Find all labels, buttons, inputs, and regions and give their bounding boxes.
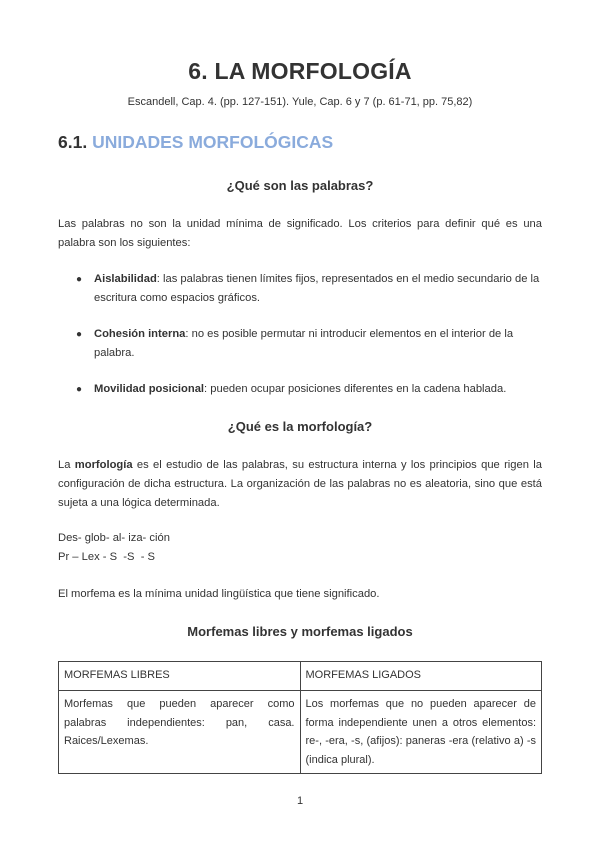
paragraph-term: morfología — [74, 459, 133, 471]
example-labels: Pr – Lex - S -S - S — [58, 551, 155, 563]
section-number: 6.1. — [58, 132, 88, 152]
bullet-dot-icon: ● — [76, 274, 83, 285]
morfema-definition: El morfema es la mínima unidad lingüística que tiene significado. — [58, 588, 380, 600]
intro-paragraph: Las palabras no son la unidad mínima de significado. Los criterios para definir qué es una palabra son los siguientes: — [58, 218, 542, 249]
bullet-term: Aislabilidad — [94, 273, 157, 285]
table-header-row — [59, 662, 542, 691]
bullet-text: : las palabras tienen límites fijos, representados en el medio secundario de la escritura como espacios gráficos. — [94, 273, 540, 304]
morfemas-table — [58, 661, 542, 774]
question-heading-palabras: ¿Qué son las palabras? — [226, 178, 374, 193]
morfologia-paragraph — [58, 456, 542, 513]
page-subtitle: Escandell, Cap. 4. (pp. 127-151). Yule, Cap. 6 y 7 (p. 61-71, pp. 75,82) — [127, 96, 473, 108]
page-number: 1 — [296, 795, 304, 807]
paragraph-text: La — [58, 459, 75, 471]
section-title: UNIDADES MORFOLÓGICAS — [92, 132, 334, 152]
question-heading-morfologia: ¿Qué es la morfología? — [227, 419, 373, 434]
page-title: 6. LA MORFOLOGÍA — [188, 58, 412, 84]
bullet-dot-icon: ● — [76, 384, 83, 395]
bullet-dot-icon: ● — [76, 329, 83, 340]
table-header-cell: MORFEMAS LIBRES — [59, 662, 301, 691]
table-header-cell: MORFEMAS LIGADOS — [300, 662, 542, 691]
bullet-term: Movilidad posicional — [94, 383, 205, 395]
question-heading-morfemas: Morfemas libres y morfemas ligados — [187, 624, 413, 639]
bullet-term: Cohesión interna — [94, 328, 186, 340]
bullet-text: : no es posible permutar ni introducir elementos en el interior de la palabra. — [94, 328, 514, 359]
section-heading — [58, 132, 333, 153]
example-segmentation: Des- glob- al- iza- ción — [58, 532, 170, 544]
table-cell: Los morfemas que no pueden aparecer de forma independiente unen a otros elementos: re-, -era, -s, (afijos): paneras -era (relativo a) -s (indica plural). — [300, 691, 542, 774]
bullet-text: : pueden ocupar posiciones diferentes en la cadena hablada. — [204, 383, 507, 395]
paragraph-text: es el estudio de las palabras, su estructura interna y los principios que rigen la configuración de dicha estructura. La organización de las palabras no es aleatoria, sino que está sujeta a una lógica determinada. — [58, 459, 542, 509]
table-row — [59, 691, 542, 774]
table-cell: Morfemas que pueden aparecer como palabras independientes: pan, casa. Raices/Lexemas. — [59, 691, 301, 774]
